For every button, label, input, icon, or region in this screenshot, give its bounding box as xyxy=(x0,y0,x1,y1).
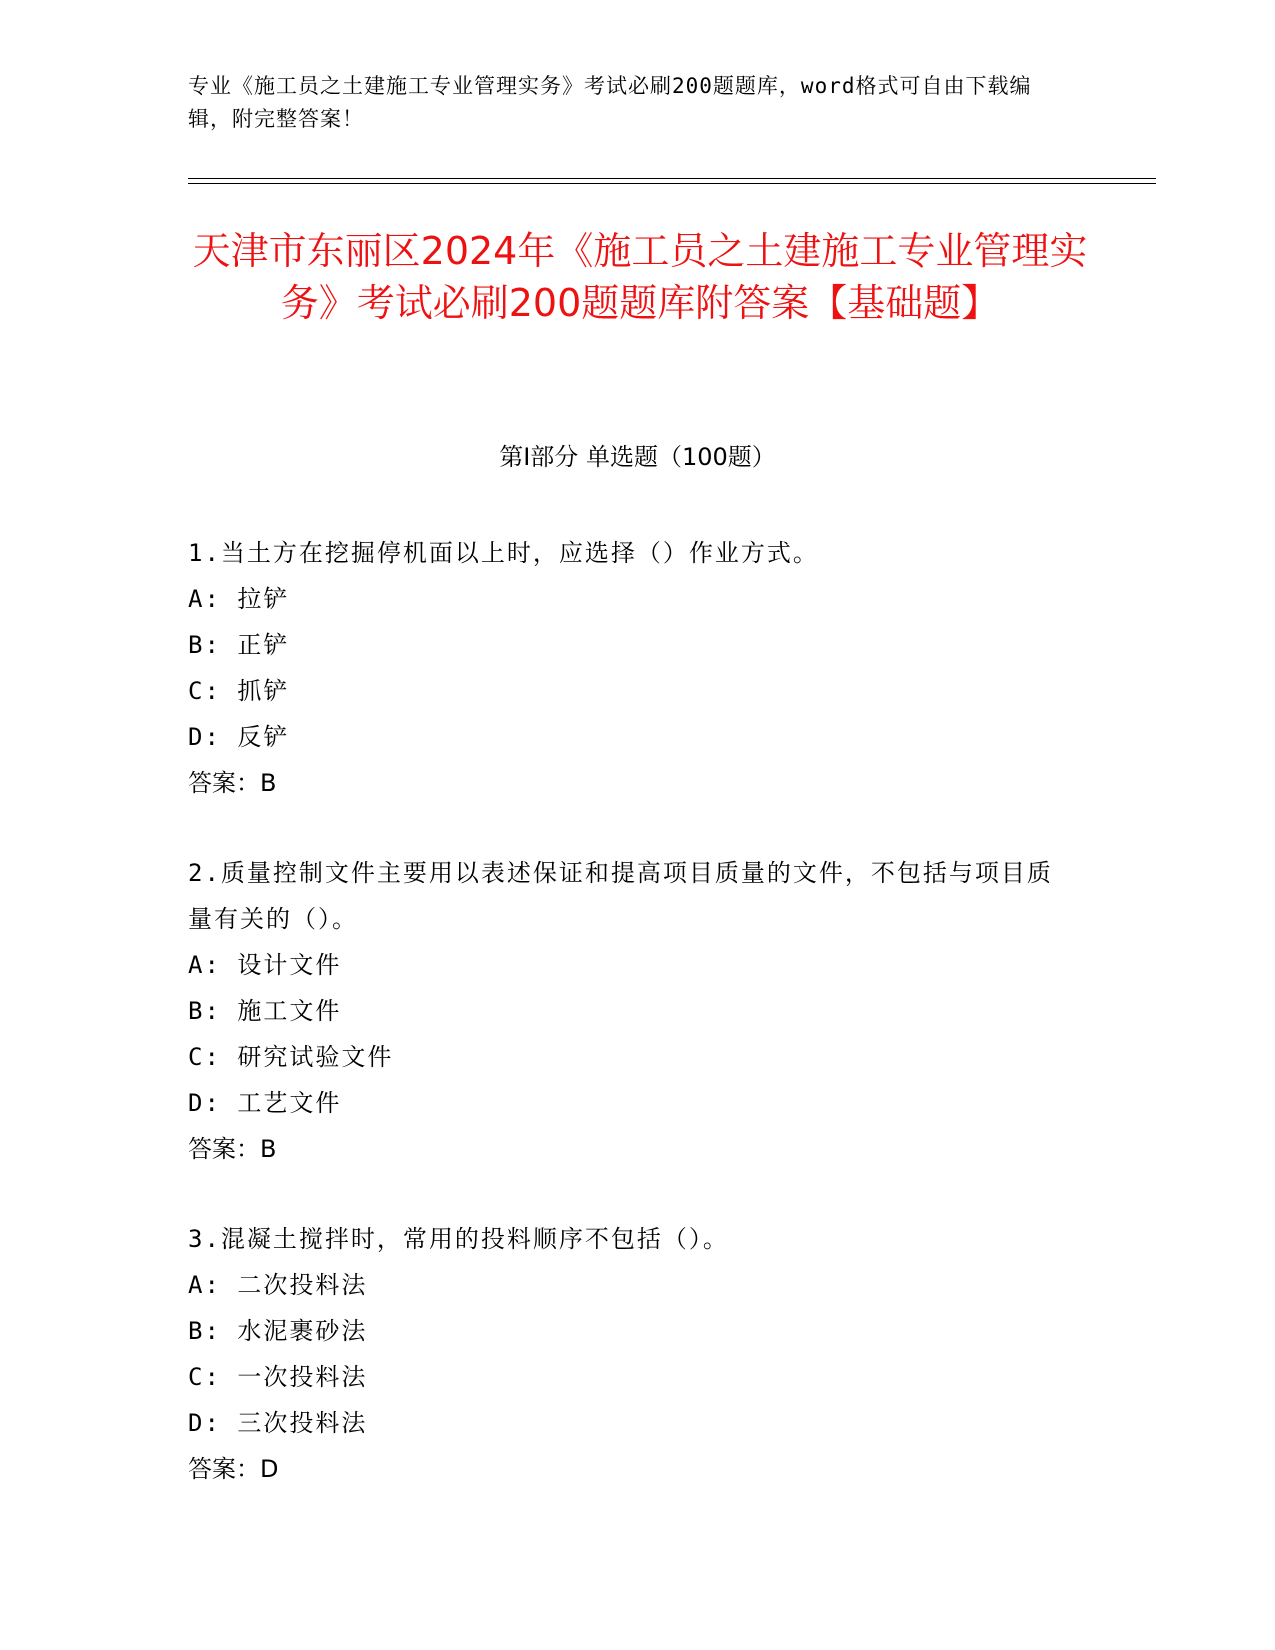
header-rule-top xyxy=(188,178,1156,179)
header-note: 专业《施工员之土建施工专业管理实务》考试必刷200题题库，word格式可自由下载编辑，附完整答案！ xyxy=(188,74,1032,131)
header-rule-bottom xyxy=(188,183,1156,184)
question-list xyxy=(188,530,1068,1536)
question-1 xyxy=(188,530,1068,806)
question-2 xyxy=(188,850,1068,1172)
document-title: 天津市东丽区2024年《施工员之土建施工专业管理实务》考试必刷200题题库附答案【基础题】 xyxy=(192,229,1088,325)
question-text: 1.当土方在挖掘停机面以上时，应选择（）作业方式。 xyxy=(188,539,819,567)
question-text: 3.混凝土搅拌时，常用的投料顺序不包括（）。 xyxy=(188,1225,729,1253)
option-d: D: 工艺文件 xyxy=(188,1089,342,1117)
option-d: D: 反铲 xyxy=(188,723,290,751)
option-a: A: 二次投料法 xyxy=(188,1271,368,1299)
answer: 答案：B xyxy=(188,1135,277,1163)
option-c: C: 研究试验文件 xyxy=(188,1043,394,1071)
option-c: C: 抓铲 xyxy=(188,677,290,705)
question-text: 2.质量控制文件主要用以表述保证和提高项目质量的文件，不包括与项目质量有关的（）。 xyxy=(188,859,1053,933)
question-3 xyxy=(188,1216,1068,1492)
answer: 答案：D xyxy=(188,1455,279,1483)
option-b: B: 水泥裹砂法 xyxy=(188,1317,368,1345)
answer: 答案：B xyxy=(188,769,277,797)
section-title: 第I部分 单选题（100题） xyxy=(499,443,776,471)
option-d: D: 三次投料法 xyxy=(188,1409,368,1437)
option-b: B: 施工文件 xyxy=(188,997,342,1025)
option-c: C: 一次投料法 xyxy=(188,1363,368,1391)
option-a: A: 拉铲 xyxy=(188,585,290,613)
option-a: A: 设计文件 xyxy=(188,951,342,979)
option-b: B: 正铲 xyxy=(188,631,290,659)
